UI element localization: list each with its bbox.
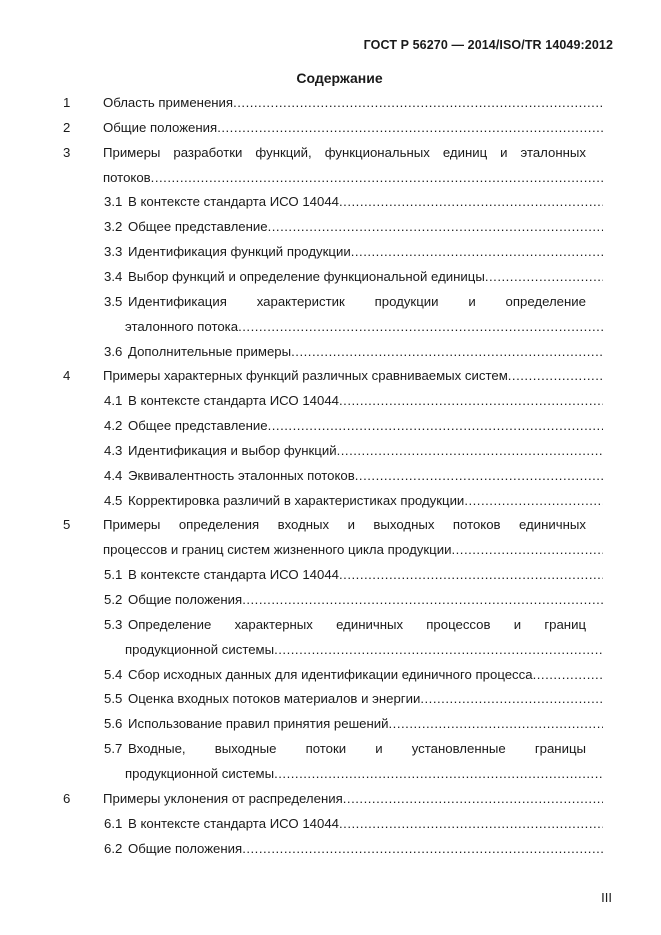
toc-entry-leader [103, 93, 603, 113]
dot-leader [238, 317, 603, 337]
toc-entry-number: 3.6 [104, 343, 123, 359]
toc-entry-title: Корректировка различий в характеристиках продукции [128, 492, 465, 508]
toc-entry-leader [103, 118, 603, 138]
toc-entry-number: 3.5 [104, 293, 123, 309]
toc-entry [0, 143, 661, 163]
toc-entry-number: 4 [63, 368, 71, 384]
dot-leader [242, 590, 603, 610]
dot-leader [485, 267, 603, 287]
dot-leader [268, 416, 603, 436]
toc-entry-title: В контексте стандарта ИСО 14044 [128, 567, 339, 583]
toc-entry-leader [128, 665, 603, 685]
toc-entry-title: Примеры разработки функций, функциональных единиц и эталонных [103, 144, 586, 160]
toc-entry-title: Общее представление [128, 219, 268, 235]
dot-leader [274, 764, 603, 784]
toc-entry-title: Выбор функций и определение функциональной единицы [128, 268, 485, 284]
toc-entry-leader [128, 565, 603, 585]
toc-entry-number: 3.2 [104, 219, 123, 235]
toc-entry-leader [103, 168, 603, 188]
toc-entry-title: Эквивалентность эталонных потоков [128, 467, 355, 483]
toc-entry-title: Сбор исходных данных для идентификации единичного процесса [128, 666, 533, 682]
toc-entry-leader [128, 267, 603, 287]
toc-entry-leader [125, 640, 603, 660]
toc-entry-title-continued: процессов и границ систем жизненного цикла продукции [103, 542, 452, 558]
toc-entry-title: Дополнительные примеры [128, 343, 292, 359]
toc-entry [0, 665, 661, 685]
toc-entry-number: 4.3 [104, 442, 123, 458]
toc-entry-leader [128, 839, 603, 859]
toc-entry-number: 5.7 [104, 741, 123, 757]
dot-leader [339, 565, 603, 585]
dot-leader [274, 640, 603, 660]
toc-entry-number: 5 [63, 517, 71, 533]
toc-entry [0, 118, 661, 138]
toc-entry-number: 4.5 [104, 492, 123, 508]
document-header: ГОСТ Р 56270 — 2014/ISO/TR 14049:2012 [363, 38, 613, 52]
toc-entry-title: Идентификация характеристик продукции и определение [128, 293, 586, 309]
toc-entry-number: 4.2 [104, 418, 123, 434]
toc-entry [0, 342, 661, 362]
toc-entry [0, 491, 661, 511]
toc-entry-title: В контексте стандарта ИСО 14044 [128, 194, 339, 210]
toc-entry-title-continued: потоков [103, 169, 151, 185]
toc-entry-leader [128, 342, 603, 362]
toc-entry-title-continued: продукционной системы [125, 765, 275, 781]
toc-entry-title: В контексте стандарта ИСО 14044 [128, 815, 339, 831]
toc-entry-number: 3.4 [104, 268, 123, 284]
toc-entry-continuation [0, 317, 661, 337]
toc-entry-leader [128, 217, 603, 237]
toc-entry-number: 5.1 [104, 567, 123, 583]
toc-entry [0, 615, 661, 635]
toc-entry [0, 217, 661, 237]
dot-leader [451, 540, 603, 560]
toc-entry [0, 714, 661, 734]
toc-entry-title: Область применения [103, 95, 234, 110]
toc-entry [0, 739, 661, 759]
toc-entry-leader [128, 590, 603, 610]
dot-leader [464, 491, 603, 511]
toc-entry-leader [128, 491, 603, 511]
toc-entry-number: 1 [63, 95, 71, 110]
toc-entry-number: 5.5 [104, 691, 123, 707]
toc-entry-leader [128, 391, 603, 411]
toc-entry [0, 93, 661, 113]
dot-leader [533, 665, 603, 685]
toc-entry [0, 839, 661, 859]
dot-leader [351, 242, 603, 262]
toc-entry-leader [128, 814, 603, 834]
toc-entry-title: Входные, выходные потоки и установленные границы [128, 741, 586, 757]
toc-entry-number: 3 [63, 144, 71, 160]
dot-leader [217, 118, 603, 138]
toc-entry-leader [103, 366, 603, 386]
toc-entry-number: 3.1 [104, 194, 123, 210]
toc-entry-title: Примеры определения входных и выходных потоков единичных [103, 517, 586, 533]
toc-entry-number: 5.3 [104, 616, 123, 632]
toc-entry-number: 6.1 [104, 815, 123, 831]
toc-entry-title: Идентификация и выбор функций [128, 442, 337, 458]
toc-entry-leader [128, 466, 603, 486]
dot-leader [291, 342, 603, 362]
toc-entry-leader [128, 714, 603, 734]
toc-entry-leader [125, 317, 603, 337]
toc-entry-title: Примеры уклонения от распределения [103, 790, 343, 806]
dot-leader [151, 168, 603, 188]
page-title: Содержание [296, 70, 383, 86]
toc-entry-leader [128, 441, 603, 461]
toc-entry-continuation [0, 540, 661, 560]
toc-entry-title-continued: эталонного потока [125, 318, 239, 334]
dot-leader [233, 93, 603, 113]
toc-entry [0, 391, 661, 411]
toc-entry-number: 6.2 [104, 840, 123, 856]
toc-entry-title: Использование правил принятия решений [128, 716, 389, 732]
toc-entry-continuation [0, 640, 661, 660]
toc-entry [0, 416, 661, 436]
toc-entry-number: 5.6 [104, 716, 123, 732]
dot-leader [339, 814, 603, 834]
dot-leader [337, 441, 603, 461]
toc-entry-leader [103, 540, 603, 560]
dot-leader [508, 366, 603, 386]
toc-entry-title: Идентификация функций продукции [128, 244, 351, 260]
toc-entry-number: 4.1 [104, 393, 123, 409]
toc-entry-leader [103, 789, 603, 809]
toc-entry-title: Общие положения [103, 119, 218, 135]
toc-entry-leader [128, 192, 603, 212]
dot-leader [268, 217, 603, 237]
toc-entry-leader [128, 689, 603, 709]
toc-entry-title-continued: продукционной системы [125, 641, 275, 657]
toc-entry-title: Определение характерных единичных процессов и границ [128, 616, 586, 632]
toc-entry-number: 5.4 [104, 666, 123, 682]
dot-leader [389, 714, 603, 734]
toc-entry-title: Общие положения [128, 840, 243, 856]
toc-entry-title: Общие положения [128, 592, 243, 607]
toc-entry-leader [128, 242, 603, 262]
dot-leader [420, 689, 603, 709]
toc-entry-title: Оценка входных потоков материалов и энергии [128, 691, 421, 707]
toc-entry [0, 590, 661, 610]
toc-entry [0, 814, 661, 834]
toc-entry [0, 689, 661, 709]
dot-leader [355, 466, 603, 486]
toc-entry-number: 6 [63, 790, 71, 806]
toc-entry-title: Примеры характерных функций различных сравниваемых систем [103, 368, 508, 384]
dot-leader [339, 391, 603, 411]
toc-entry [0, 242, 661, 262]
dot-leader [343, 789, 603, 809]
dot-leader [339, 192, 603, 212]
toc-entry-continuation [0, 168, 661, 188]
toc-entry [0, 466, 661, 486]
toc-entry [0, 292, 661, 312]
toc-entry-number: 2 [63, 119, 71, 135]
toc-entry [0, 789, 661, 809]
toc-entry-title: Общее представление [128, 418, 268, 434]
toc-entry-leader [125, 764, 603, 784]
toc-entry-continuation [0, 764, 661, 784]
toc-entry [0, 366, 661, 386]
toc-entry-number: 5.2 [104, 592, 123, 607]
toc-entry-number: 3.3 [104, 244, 123, 260]
toc-entry-leader [128, 416, 603, 436]
toc-entry [0, 515, 661, 535]
dot-leader [242, 839, 603, 859]
toc-entry [0, 441, 661, 461]
toc-entry-number: 4.4 [104, 467, 123, 483]
toc-entry-title: В контексте стандарта ИСО 14044 [128, 393, 339, 409]
toc-entry [0, 267, 661, 287]
page-number: III [601, 890, 612, 905]
toc-entry [0, 192, 661, 212]
toc-entry [0, 565, 661, 585]
